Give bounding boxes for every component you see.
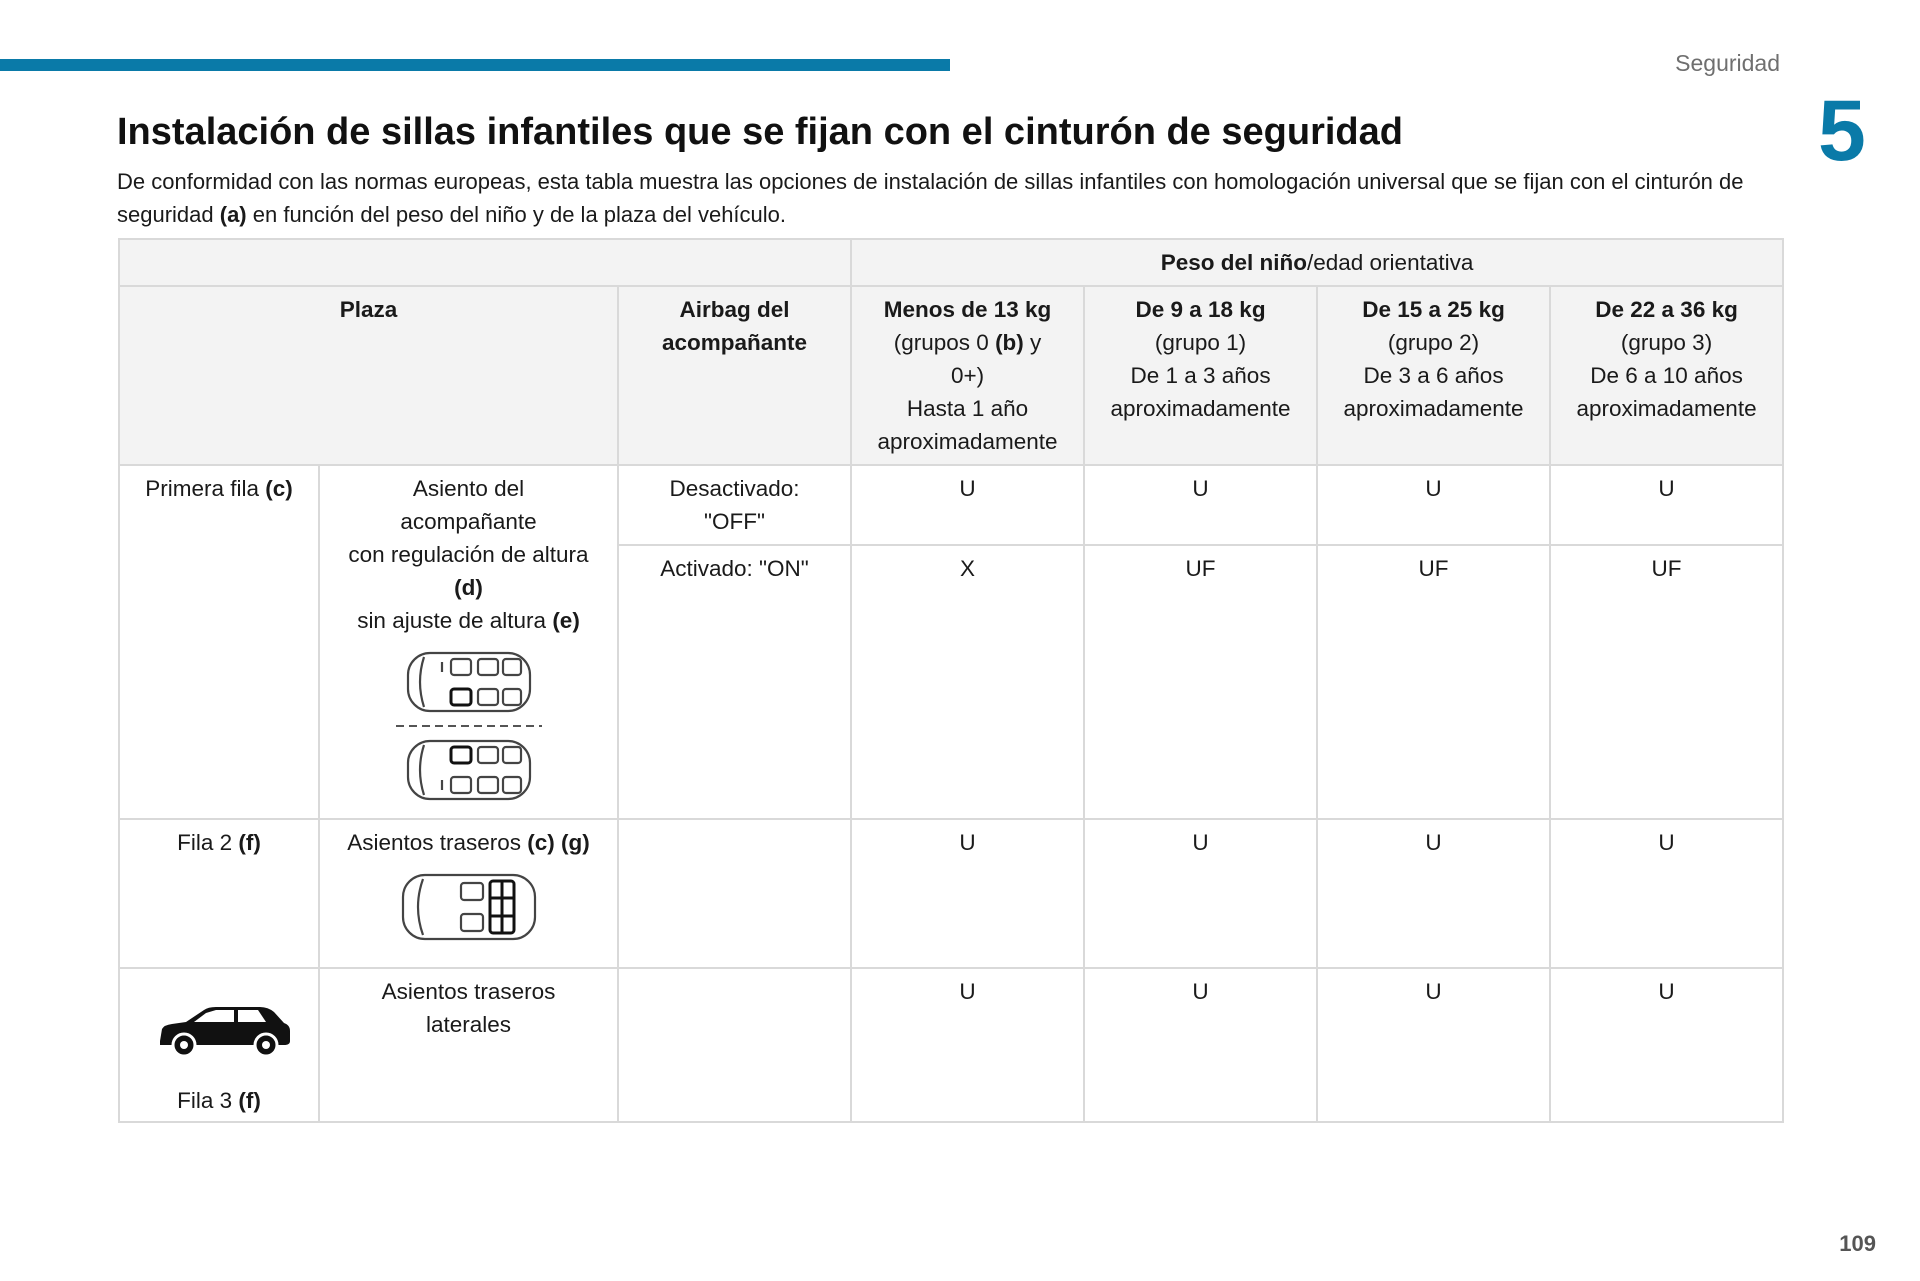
page-title: Instalación de sillas infantiles que se fijan con el cinturón de seguridad xyxy=(117,111,1403,153)
group-0-line1c: y xyxy=(1023,330,1042,355)
row3-g1: U xyxy=(1084,968,1317,1122)
row1-on-g0: X xyxy=(851,545,1084,819)
group-2-title: De 15 a 25 kg xyxy=(1362,297,1505,322)
row2-ref-c: (c) xyxy=(527,830,555,855)
row1-off-g1: U xyxy=(1084,465,1317,545)
group-3-title: De 22 a 36 kg xyxy=(1595,297,1738,322)
row1-seat-line4: sin ajuste de altura xyxy=(357,608,553,633)
row1-off-g0: U xyxy=(851,465,1084,545)
table-header-row-1 xyxy=(119,239,1783,286)
table-row-fila3 xyxy=(119,968,1783,1122)
row3-airbag-cell xyxy=(618,968,851,1122)
car-top-view-rear-seats-icon xyxy=(399,869,539,945)
row2-label: Fila 2 xyxy=(177,830,239,855)
intro-paragraph xyxy=(117,165,1787,231)
group-0-header xyxy=(851,286,1084,465)
row3-seat-line1: Asientos traseros xyxy=(381,979,556,1004)
row2-g3: U xyxy=(1550,819,1783,968)
row3-g0: U xyxy=(851,968,1084,1122)
row3-ref: (f) xyxy=(238,1088,261,1113)
group-2-header xyxy=(1317,286,1550,465)
airbag-header-line1: Airbag del xyxy=(679,297,790,322)
row3-label xyxy=(126,1084,312,1117)
row3-label-text: Fila 3 xyxy=(177,1088,239,1113)
row2-ref: (f) xyxy=(238,830,261,855)
row1-off-g3: U xyxy=(1550,465,1783,545)
row1-on-g2: UF xyxy=(1317,545,1550,819)
row1-airbag-off-line2: "OFF" xyxy=(704,509,765,534)
row2-label-cell xyxy=(119,819,319,968)
row3-g2: U xyxy=(1317,968,1550,1122)
group-0-line3: Hasta 1 año xyxy=(906,396,1029,421)
group-0-ref-b: (b) xyxy=(995,330,1024,355)
intro-text-after: en función del peso del niño y de la plaza del vehículo. xyxy=(246,202,787,227)
row1-airbag-on: Activado: "ON" xyxy=(618,545,851,819)
row1-off-g2: U xyxy=(1317,465,1550,545)
group-1-line3: aproximadamente xyxy=(1110,396,1291,421)
page-number: 109 xyxy=(1839,1231,1876,1256)
table-header-row-2 xyxy=(119,286,1783,465)
group-2-line2: De 3 a 6 años xyxy=(1363,363,1504,388)
row2-seat-label: Asientos traseros xyxy=(347,830,528,855)
row2-g1: U xyxy=(1084,819,1317,968)
row3-seat-cell xyxy=(319,968,618,1122)
weight-header-rest: /edad orientativa xyxy=(1307,250,1474,275)
suv-side-view-icon xyxy=(156,1003,292,1059)
row3-label-cell xyxy=(119,968,319,1122)
weight-header-bold: Peso del niño xyxy=(1160,250,1307,275)
plaza-header: Plaza xyxy=(119,286,618,465)
row1-seat-line1: Asiento del xyxy=(412,476,525,501)
row1-label-cell xyxy=(119,465,319,819)
group-3-line1: (grupo 3) xyxy=(1620,330,1713,355)
header-empty-cell xyxy=(119,239,851,286)
group-2-line3: aproximadamente xyxy=(1343,396,1524,421)
intro-ref-a: (a) xyxy=(219,202,247,227)
group-1-header xyxy=(1084,286,1317,465)
row2-ref-g: (g) xyxy=(561,830,590,855)
row2-g2: U xyxy=(1317,819,1550,968)
row3-seat-line2: laterales xyxy=(425,1012,512,1037)
row1-seat-cell xyxy=(319,465,618,819)
intro-text-before: De conformidad con las normas europeas, esta tabla muestra las opciones de instalación de sillas infantiles con homologación universal que se fijan con el cinturón de seguridad xyxy=(117,169,1744,227)
row3-g3: U xyxy=(1550,968,1783,1122)
row1-airbag-off-line1: Desactivado: xyxy=(669,476,800,501)
group-2-line1: (grupo 2) xyxy=(1387,330,1480,355)
group-3-line2: De 6 a 10 años xyxy=(1590,363,1743,388)
row1-on-g3: UF xyxy=(1550,545,1783,819)
row1-ref-d: (d) xyxy=(454,575,483,600)
row2-seat-cell xyxy=(319,819,618,968)
row1-on-g1: UF xyxy=(1084,545,1317,819)
airbag-header xyxy=(618,286,851,465)
row1-ref: (c) xyxy=(265,476,293,501)
table-row-fila2 xyxy=(119,819,1783,968)
row1-ref-e: (e) xyxy=(552,608,580,633)
airbag-header-line2: acompañante xyxy=(661,330,808,355)
car-top-view-front-passenger-icon xyxy=(394,647,544,807)
chapter-number: 5 xyxy=(1818,83,1866,179)
group-0-line2: 0+) xyxy=(950,363,985,388)
group-0-line1a: (grupos 0 xyxy=(893,330,996,355)
row1-seat-line3: con regulación de altura xyxy=(348,542,589,567)
group-0-line4: aproximadamente xyxy=(877,429,1058,454)
row1-label: Primera fila xyxy=(145,476,266,501)
group-3-line3: aproximadamente xyxy=(1576,396,1757,421)
group-1-line1: (grupo 1) xyxy=(1154,330,1247,355)
top-accent-bar xyxy=(0,59,950,71)
row2-airbag-cell xyxy=(618,819,851,968)
row1-airbag-off xyxy=(618,465,851,545)
group-1-line2: De 1 a 3 años xyxy=(1130,363,1271,388)
child-seat-table xyxy=(118,238,1784,1123)
group-0-title: Menos de 13 kg xyxy=(883,297,1052,322)
table-row-front-off xyxy=(119,465,1783,545)
row2-g0: U xyxy=(851,819,1084,968)
group-1-title: De 9 a 18 kg xyxy=(1135,297,1266,322)
group-3-header xyxy=(1550,286,1783,465)
row1-seat-line2: acompañante xyxy=(400,509,537,534)
section-label: Seguridad xyxy=(1675,50,1780,76)
weight-header xyxy=(851,239,1783,286)
